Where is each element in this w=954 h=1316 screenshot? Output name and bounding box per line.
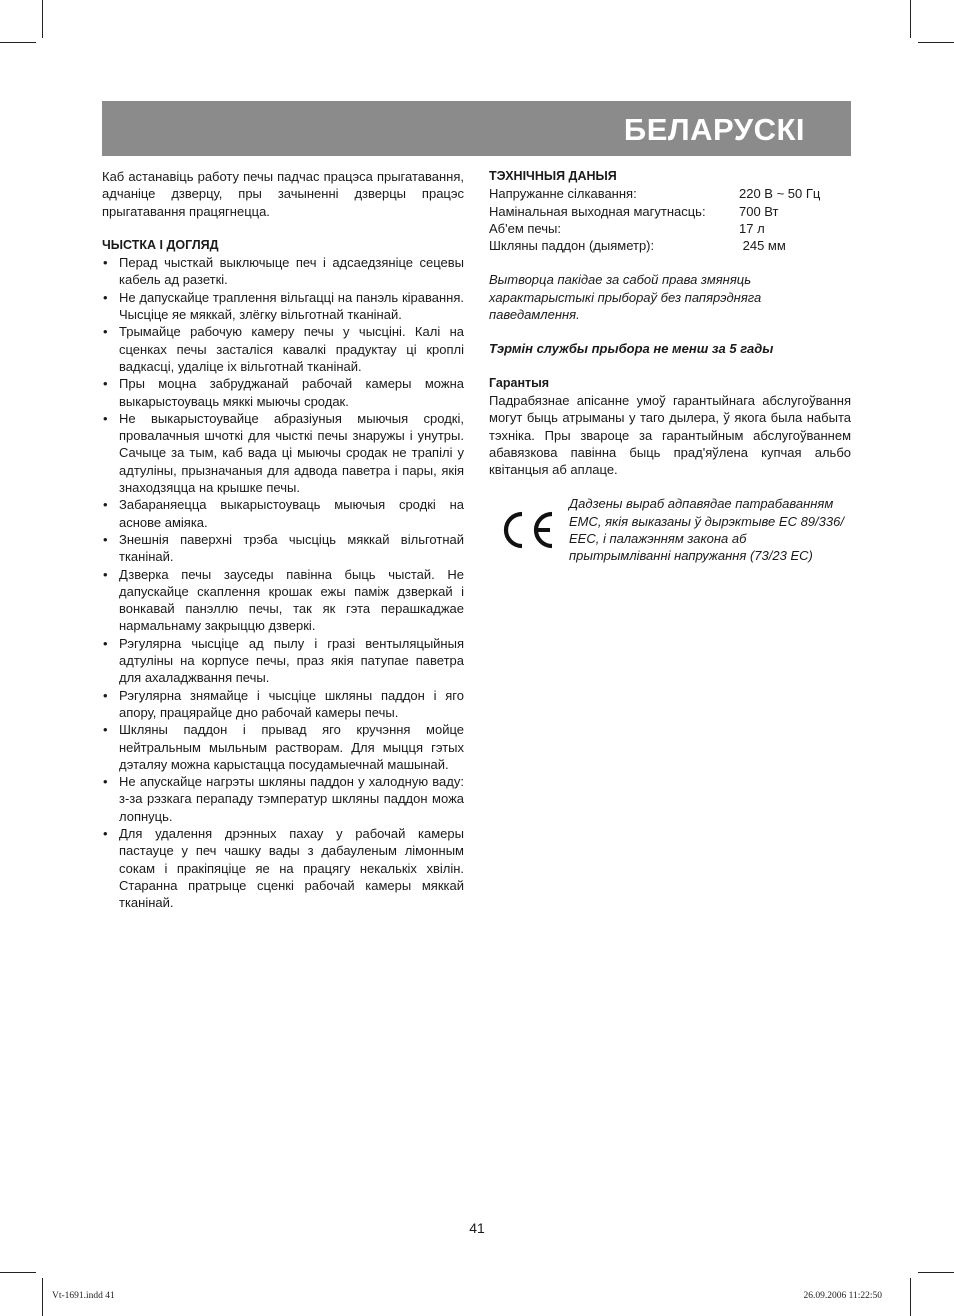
care-item-text: Забараняецца выкарыстоуваць мыючыя сродкі на аснове аміяка. [119,497,464,530]
spec-heading: ТЭХНІЧНЫЯ ДАНЫЯ [489,169,617,183]
spec-row [489,185,820,202]
spec-value: 245 мм [739,238,786,254]
care-heading: ЧЫСТКА І ДОГЛЯД [102,237,219,252]
care-item-text: Знешнія паверхні трэба чысціць мяккай вільготнай тканінай. [119,531,464,565]
care-list-item [102,496,464,531]
spec-value: 700 Вт [739,203,779,219]
spec-label: Аб'ем печы: [489,220,561,236]
bullet-icon: • [103,635,108,651]
care-list-item [102,323,464,375]
care-item-text: Перад чысткай выключыце печ і адсаедзяніце сецевы кабель ад разеткі. [119,255,464,288]
care-item-text: Шкляны паддон і прывад яго кручэння мойце нейтральным мыльным растворам. Для мыцця гэтых дэталяу можна карыстацца посудамыечнай машынай. [119,722,464,772]
care-list-item [102,721,464,773]
ce-mark-icon [503,511,555,549]
language-banner [102,101,851,156]
page-number: 41 [469,1220,485,1236]
bullet-icon: • [103,497,108,513]
rights-note: Вытворца пакідае за сабой права змяняць характарыстыкі прыбораў без папярэдняга паведамлення. [489,272,762,323]
ce-block [489,495,851,567]
spec-row [489,237,820,254]
care-item-text: Рэгулярна чысціце ад пылу і гразі вентыляцыйныя адтуліны на корпусе печы, праз якія патупае паветра для ахаладжвання печы. [119,635,464,686]
spec-table [489,185,820,254]
care-item-text: Не апускайце нагрэты шкляны паддон у халодную ваду: з-за рэзкага перападу тэмператур шкляны паддон можа лопнуць. [119,774,464,824]
care-list-item [102,687,464,722]
care-list-item [102,410,464,496]
right-column [489,168,851,567]
crop-mark [918,42,954,43]
crop-mark [0,1272,36,1273]
care-list-item [102,825,464,911]
crop-mark [918,1272,954,1273]
spec-row [489,203,820,220]
care-item-text: Трымайце рабочую камеру печы у чысціні. Калі на сценках печы засталіся кавалкі прадуктау ці кроплі вадкасці, удаліце іх вільготнай тканінай. [119,324,464,374]
care-list [102,254,464,911]
care-item-text: Дзверка печы зауседы павінна быць чыстай. Не дапускайце скаплення крошак ежы паміж дзверкай і вонкавай панэллю печы, так як гэта перашкаджае нармальнаму закрыццю дзверкі. [119,566,464,634]
ce-compliance-text: Дадзены выраб адпавядае патрабаванням ЕМС, якія выказаны ў дырэктыве ЕС 89/336/ЕЕС, і палажэнням закона аб прытрымліванні напружання (73/23 ЕС) [569,496,844,564]
slug-file: Vt-1691.indd 41 [52,1291,115,1301]
spec-row [489,220,820,237]
crop-mark [0,42,36,43]
care-list-item [102,375,464,410]
spec-value: 220 В ~ 50 Гц [739,186,821,202]
warranty-heading: Гарантыя [489,375,550,390]
care-list-item [102,531,464,566]
intro-paragraph: Каб астанавіць работу печы падчас працэса прыгатавання, адчаніце дзверцу, пры зачыненні дзверцы працэс прыгатавання працягнецца. [102,169,464,219]
care-list-item [102,254,464,289]
spec-label: Намінальная выходная магутнасць: [489,203,706,219]
bullet-icon: • [103,410,108,426]
bullet-icon: • [103,255,108,271]
care-item-text: Пры моцна забруджанай рабочай камеры можна выкарыстоуваць мяккі мыючы сродак. [119,376,464,409]
crop-mark [910,0,911,38]
page-title: БЕЛАРУСКІ [623,112,805,147]
bullet-icon: • [103,376,108,392]
bullet-icon: • [103,687,108,703]
left-column [102,168,464,911]
spec-label: Шкляны паддон (дыяметр): [489,238,655,254]
warranty-text: Падрабязнае апісанне умоў гарантыйнага абслугоўвання могут быць атрыманы у таго дылера, ў якога была набыта тэхніка. Пры звароце за гарантыйным абслугоўваннем абавязкова павінна быць прад'яўлена купчая альбо квітанцыя аб аплаце. [489,392,851,478]
care-item-text: Не выкарыстоувайце абразіуныя мыючыя сродкі, провалачныя шчоткі для чысткі печы знаружы і унутры. Сачыце за тым, каб вада ці мыючы сродак не трапілі у адтуліны, прызначаныя для адвода паветра і пары, якія знаходзяцца на крышке печы. [119,410,464,496]
bullet-icon: • [103,324,108,340]
care-list-item [102,289,464,324]
bullet-icon: • [103,825,108,841]
care-item-text: Рэгулярна знямайце і чысціце шкляны паддон і яго апору, працярайце дно рабочай камеры печы. [119,687,464,720]
bullet-icon: • [103,289,108,305]
care-list-item [102,566,464,635]
care-list-item [102,773,464,825]
service-life: Тэрмін службы прыбора не менш за 5 гады [489,341,774,357]
crop-mark [42,1278,43,1316]
crop-mark [42,0,43,38]
slug-date: 26.09.2006 11:22:50 [803,1291,882,1301]
care-item-text: Не дапускайце траплення вільгацці на панэль кіравання. Чысціце яе мяккай, злёгку вільготнай тканінай. [119,289,464,323]
crop-mark [910,1278,911,1316]
care-list-item [102,635,464,687]
spec-label: Напружанне сілкавання: [489,186,637,202]
bullet-icon: • [103,774,108,790]
spec-value: 17 л [739,220,765,236]
care-item-text: Для удалення дрэнных пахау у рабочай камеры пастауце у печ чашку вады з дабауленым лімонным сокам і пракіпяціце яе на працягу некалькіх хвілін. Старанна пратрыце сценкі рабочай камеры мяккай тканінай. [119,825,464,911]
bullet-icon: • [103,722,108,738]
bullet-icon: • [103,531,108,547]
bullet-icon: • [103,566,108,582]
